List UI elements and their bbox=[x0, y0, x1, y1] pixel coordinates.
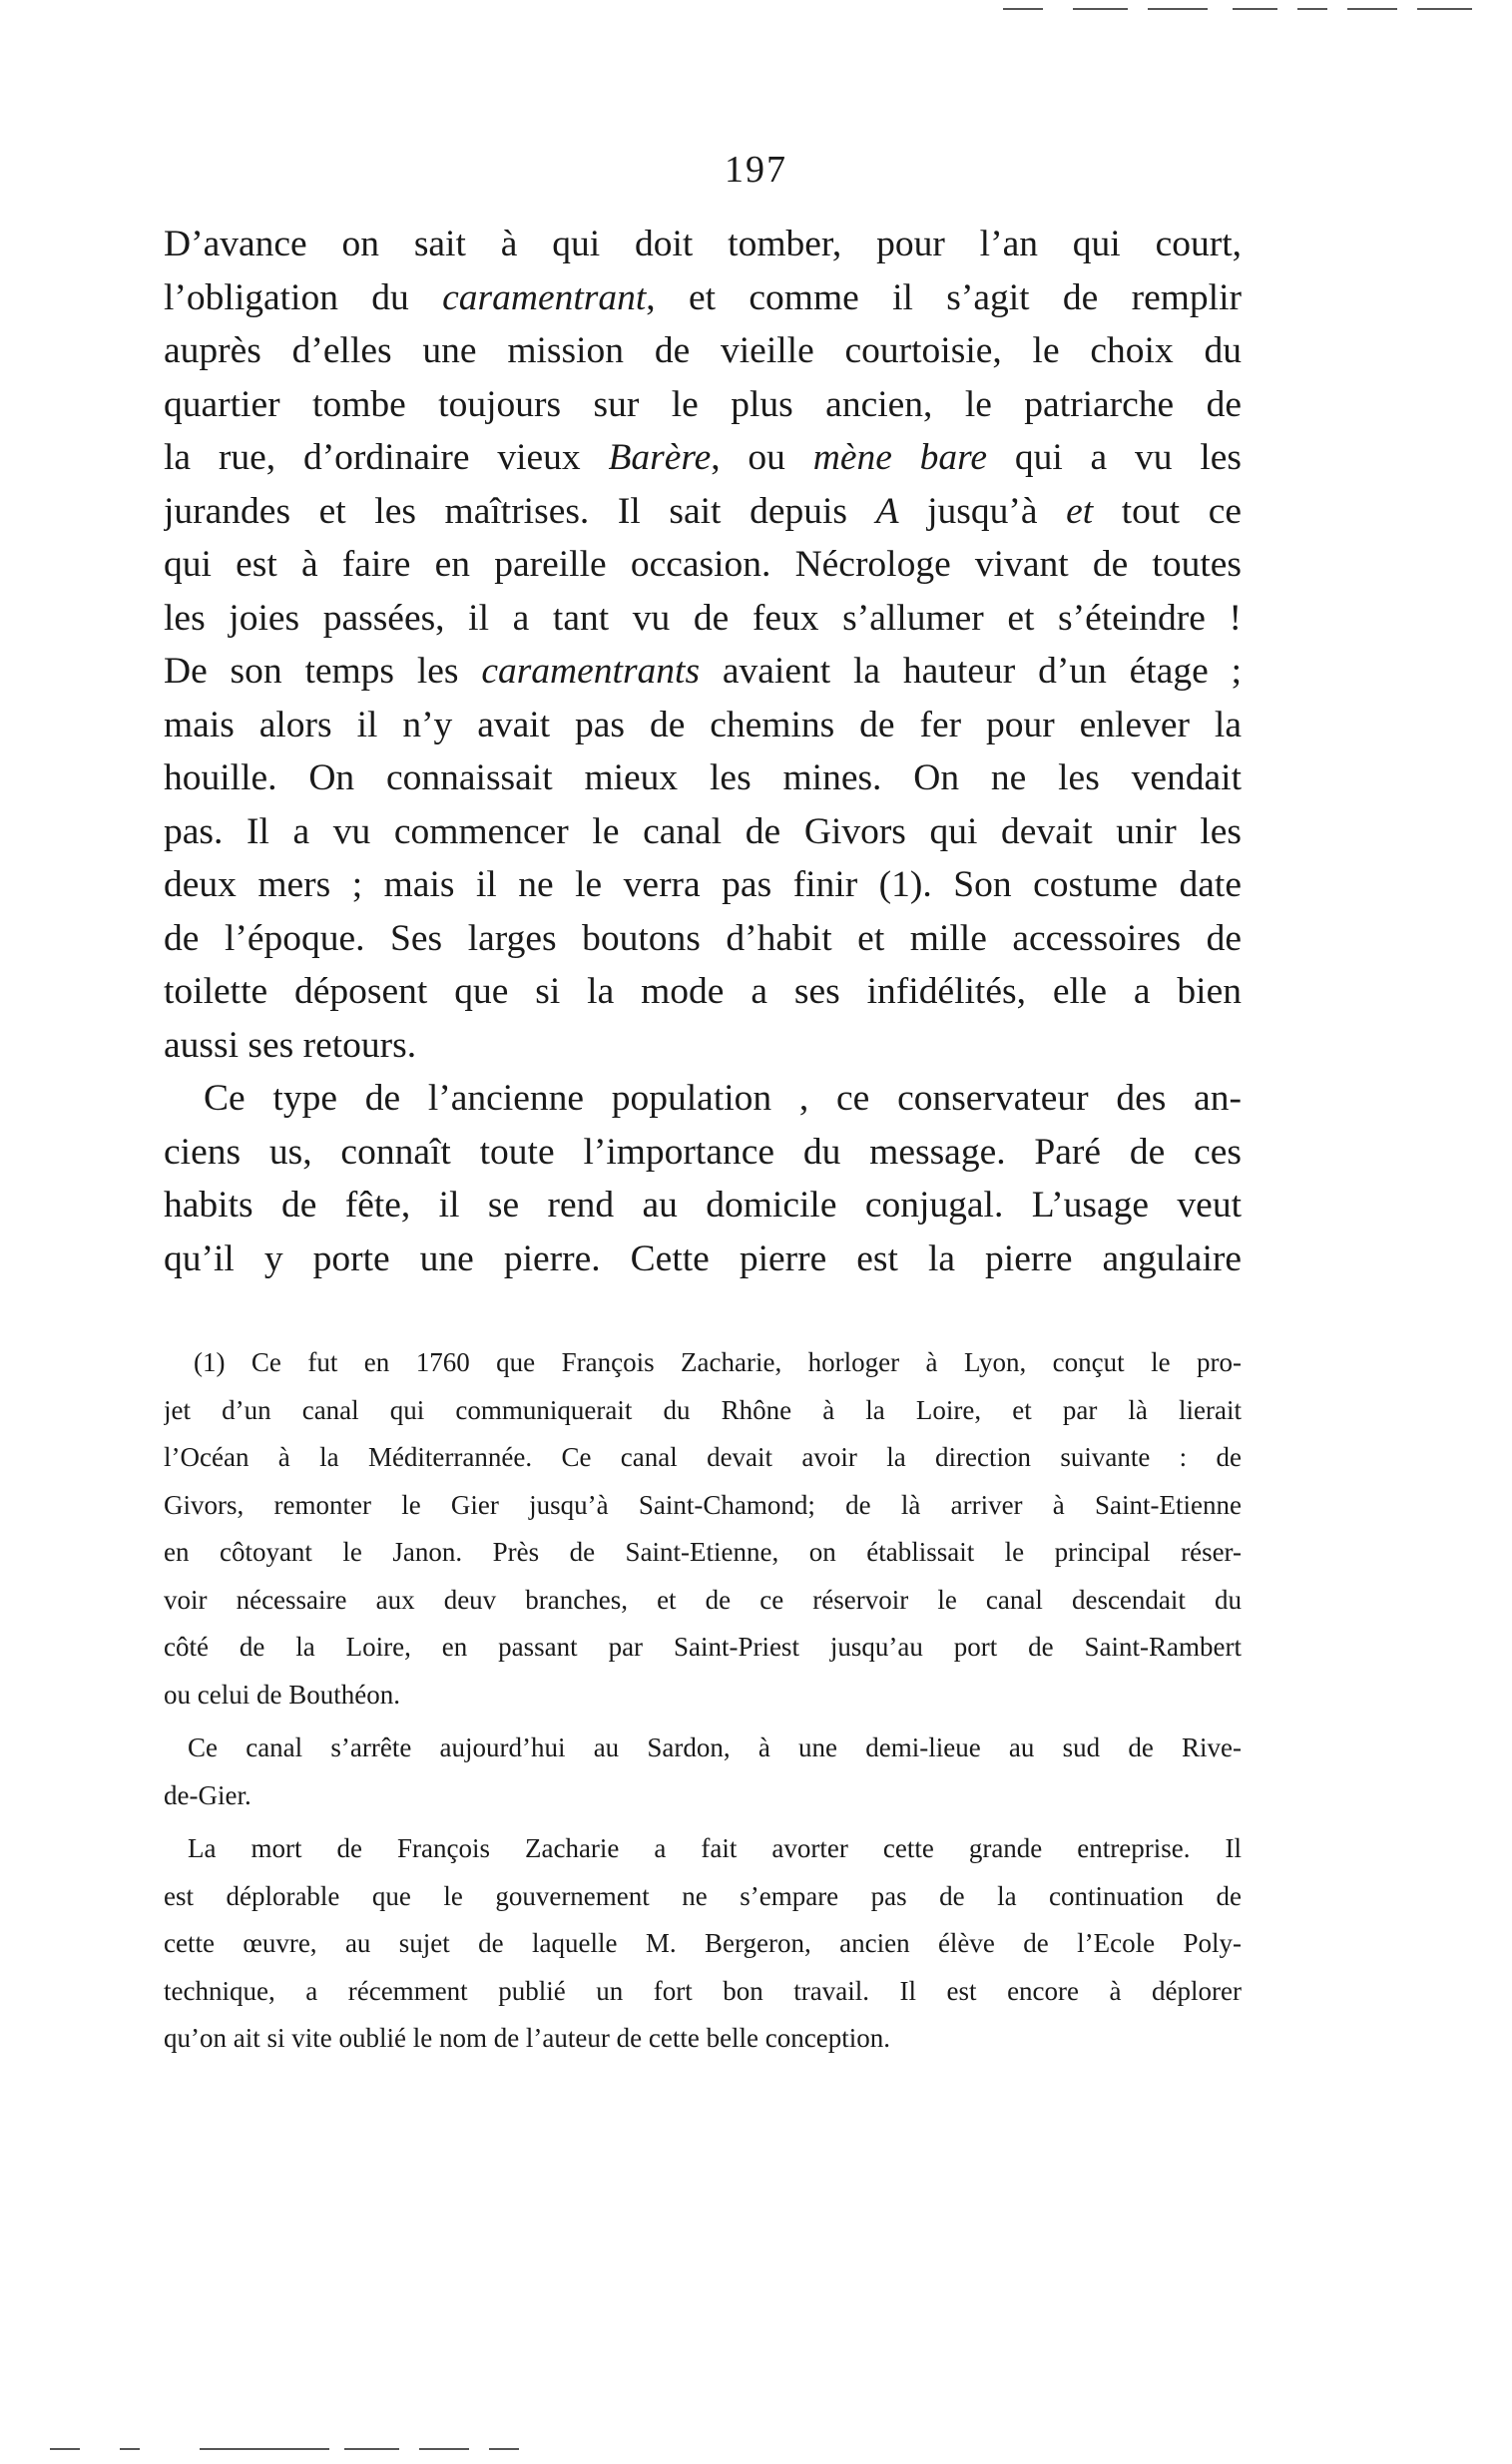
footnotes bbox=[164, 1339, 1242, 2063]
footnote-line: en côtoyant le Janon. Près de Saint-Etienne, on établissait le principal réser- bbox=[164, 1537, 1242, 1567]
footnote-line: cette œuvre, au sujet de laquelle M. Bergeron, ancien élève de l’Ecole Poly- bbox=[164, 1928, 1242, 1958]
footnote-line: qu’on ait si vite oublié le nom de l’auteur de cette belle conception. bbox=[164, 2023, 890, 2053]
footnote-line: de-Gier. bbox=[164, 1779, 252, 1810]
scan-edge-rule bbox=[344, 2448, 399, 2450]
body-line: Ce type de l’ancienne population , ce conservateur des an- bbox=[204, 1078, 1242, 1119]
body-line bbox=[164, 431, 1242, 485]
body-line: ciens us, connaît toute l’importance du message. Paré de ces bbox=[164, 1131, 1242, 1173]
text-run: De son temps les bbox=[164, 651, 482, 692]
scan-edge-rule bbox=[419, 2448, 469, 2450]
scan-edge-rule bbox=[120, 2448, 140, 2450]
body-line bbox=[164, 645, 1242, 699]
scan-edge-rule bbox=[1347, 8, 1397, 10]
body-line: mais alors il n’y avait pas de chemins de fer pour enlever la bbox=[164, 704, 1242, 745]
text-run: la rue, d’ordinaire vieux bbox=[164, 437, 609, 478]
body-line: deux mers ; mais il ne le verra pas finir (1). Son costume date bbox=[164, 864, 1242, 905]
page-number: 197 bbox=[725, 149, 787, 191]
footnote-line: ou celui de Bouthéon. bbox=[164, 1679, 400, 1710]
text-run: jusqu’à bbox=[898, 490, 1067, 532]
body-line: toilette déposent que si la mode a ses infidélités, elle a bien bbox=[164, 971, 1242, 1012]
italic-term: mène bare bbox=[812, 437, 988, 478]
scan-edge-rule bbox=[489, 2448, 519, 2450]
body-line: qui est à faire en pareille occasion. Nécrologe vivant de toutes bbox=[164, 544, 1242, 585]
italic-term: Barère bbox=[608, 437, 712, 478]
text-run: l’obligation du bbox=[164, 276, 443, 318]
italic-term: A bbox=[875, 490, 899, 532]
text-run: , et comme il s’agit de remplir bbox=[646, 276, 1242, 318]
scan-edge-rule bbox=[1148, 8, 1208, 10]
scan-edge-rule bbox=[50, 2448, 80, 2450]
body-line: houille. On connaissait mieux les mines. On ne les vendait bbox=[164, 757, 1242, 798]
footnote-line: côté de la Loire, en passant par Saint-Priest jusqu’au port de Saint-Rambert bbox=[164, 1632, 1242, 1662]
scan-edge-rule bbox=[1003, 8, 1043, 10]
footnote-line: jet d’un canal qui communiquerait du Rhône à la Loire, et par là lierait bbox=[164, 1394, 1242, 1425]
body-line: qu’il y porte une pierre. Cette pierre est la pierre angulaire bbox=[164, 1237, 1242, 1279]
footnote-line: Ce canal s’arrête aujourd’hui au Sardon, à une demi-lieue au sud de Rive- bbox=[188, 1732, 1242, 1762]
text-run: qui a vu les bbox=[987, 437, 1242, 478]
body-text bbox=[164, 218, 1242, 1285]
scan-edge-rule bbox=[1233, 8, 1277, 10]
body-line bbox=[164, 271, 1242, 325]
scan-edge-rule bbox=[200, 2448, 329, 2450]
body-line: quartier tombe toujours sur le plus ancien, le patriarche de bbox=[164, 383, 1242, 425]
footnote-line: Givors, remonter le Gier jusqu’à Saint-Chamond; de là arriver à Saint-Etienne bbox=[164, 1489, 1242, 1520]
text-run: avaient la hauteur d’un étage ; bbox=[700, 651, 1242, 692]
footnote-line: l’Océan à la Méditerrannée. Ce canal devait avoir la direction suivante : de bbox=[164, 1442, 1242, 1472]
text-run: jurandes et les maîtrises. Il sait depuis bbox=[164, 490, 876, 532]
scan-edge-rule bbox=[1417, 8, 1472, 10]
body-line: D’avance on sait à qui doit tomber, pour l’an qui court, bbox=[164, 224, 1242, 264]
italic-term: caramentrant bbox=[442, 276, 647, 318]
footnote-line: La mort de François Zacharie a fait avorter cette grande entreprise. Il bbox=[188, 1833, 1242, 1863]
body-line: pas. Il a vu commencer le canal de Givors qui devait unir les bbox=[164, 810, 1242, 852]
text-run: , ou bbox=[711, 437, 813, 478]
italic-term: et bbox=[1066, 490, 1094, 532]
body-line bbox=[164, 485, 1242, 539]
body-line: habits de fête, il se rend au domicile conjugal. L’usage veut bbox=[164, 1185, 1242, 1226]
scan-edge-rule bbox=[1073, 8, 1128, 10]
scan-edge-rule bbox=[1297, 8, 1327, 10]
body-line: auprès d’elles une mission de vieille courtoisie, le choix du bbox=[164, 330, 1242, 371]
footnote-line: voir nécessaire aux deuv branches, et de ce réservoir le canal descendait du bbox=[164, 1584, 1242, 1615]
body-line: aussi ses retours. bbox=[164, 1024, 417, 1066]
italic-term: caramentrants bbox=[481, 651, 701, 692]
footnote-line: est déplorable que le gouvernement ne s’empare pas de la continuation de bbox=[164, 1880, 1242, 1911]
footnote-line: (1) Ce fut en 1760 que François Zacharie, horloger à Lyon, conçut le pro- bbox=[194, 1347, 1242, 1377]
text-run: tout ce bbox=[1093, 490, 1242, 532]
body-line: les joies passées, il a tant vu de feux s’allumer et s’éteindre ! bbox=[164, 597, 1242, 639]
body-line: de l’époque. Ses larges boutons d’habit et mille accessoires de bbox=[164, 917, 1242, 959]
footnote-line: technique, a récemment publié un fort bon travail. Il est encore à déplorer bbox=[164, 1975, 1242, 2006]
